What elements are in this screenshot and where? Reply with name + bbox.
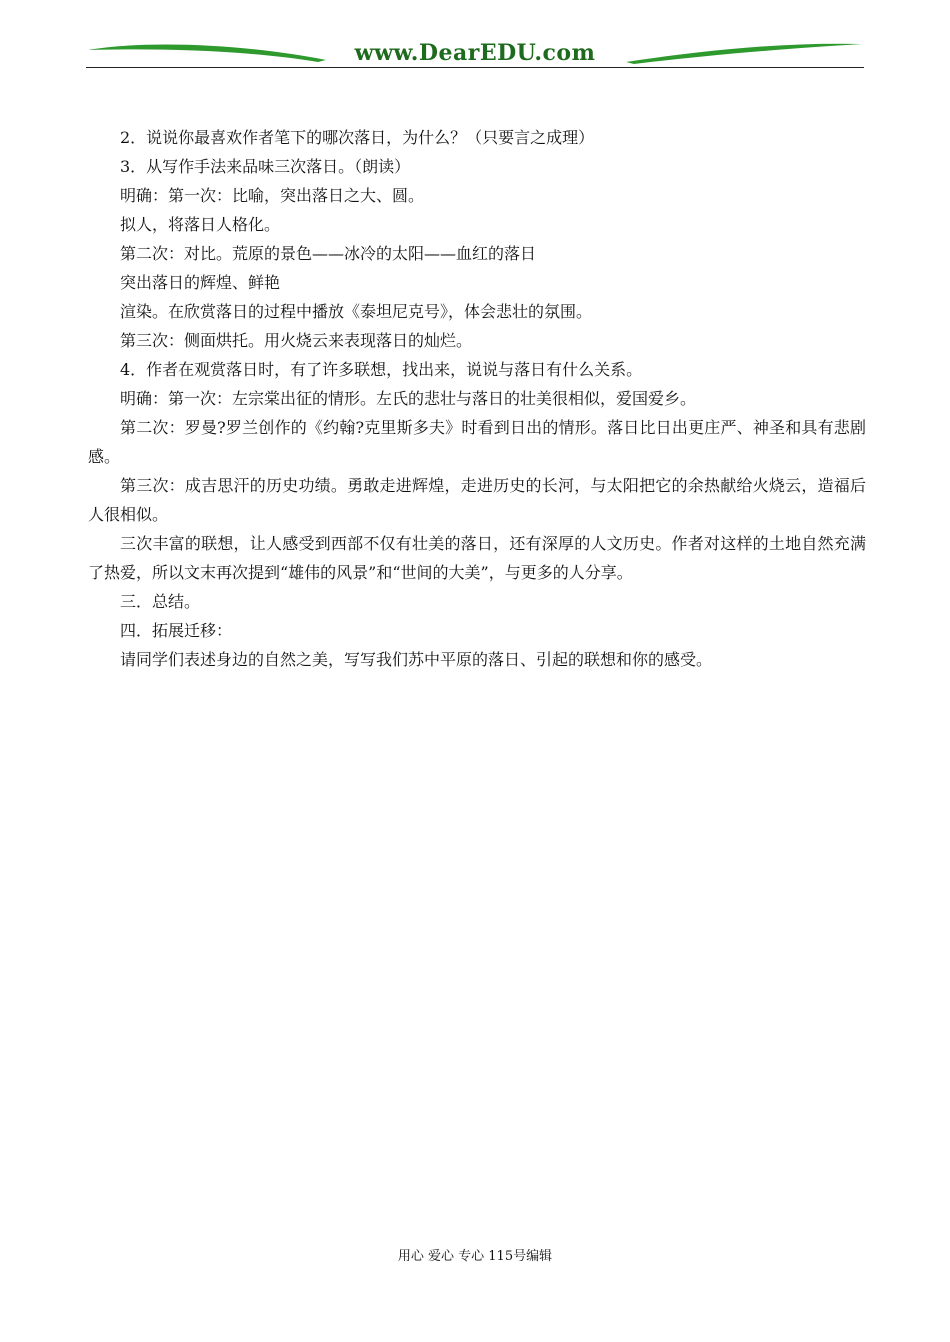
paragraph: 明确：第一次：左宗棠出征的情形。左氏的悲壮与落日的壮美很相似，爱国爱乡。 [120,389,697,408]
paragraph: 第三次：成吉思汗的历史功绩。勇敢走进辉煌，走进历史的长河，与太阳把它的余热献给火烧云，造福后人很相似。 [88,476,866,524]
paragraph: 3．从写作手法来品味三次落日。（朗读） [120,157,411,176]
paragraph: 明确：第一次：比喻，突出落日之大、圆。 [120,186,425,205]
paragraph: 第二次：罗曼?罗兰创作的《约翰?克里斯多夫》时看到日出的情形。落日比日出更庄严、神圣和具有悲剧感。 [88,418,866,466]
paragraph: 2．说说你最喜欢作者笔下的哪次落日，为什么？（只要言之成理） [120,128,595,147]
page-header [86,38,864,70]
site-logo-text: www.DearEDU.com [354,40,596,66]
header-rule [86,67,864,68]
paragraph: 拟人，将落日人格化。 [120,215,281,234]
paragraph: 突出落日的辉煌、鲜艳 [120,273,281,292]
paragraph: 三次丰富的联想，让人感受到西部不仅有壮美的落日，还有深厚的人文历史。作者对这样的土地自然充满了热爱，所以文末再次提到“雄伟的风景”和“世间的大美”，与更多的人分享。 [88,534,866,582]
document-body [88,123,866,674]
page-footer: 用心 爱心 专心 115号编辑 [397,1249,553,1264]
paragraph: 四．拓展迁移： [120,621,233,640]
paragraph: 第二次：对比。荒原的景色——冰冷的太阳——血红的落日 [120,244,537,263]
paragraph: 渲染。在欣赏落日的过程中播放《泰坦尼克号》，体会悲壮的氛围。 [120,302,593,321]
paragraph: 三．总结。 [120,592,201,611]
paragraph: 第三次：侧面烘托。用火烧云来表现落日的灿烂。 [120,331,473,350]
paragraph: 请同学们表述身边的自然之美，写写我们苏中平原的落日、引起的联想和你的感受。 [120,650,713,669]
paragraph: 4．作者在观赏落日时，有了许多联想，找出来，说说与落日有什么关系。 [120,360,643,379]
